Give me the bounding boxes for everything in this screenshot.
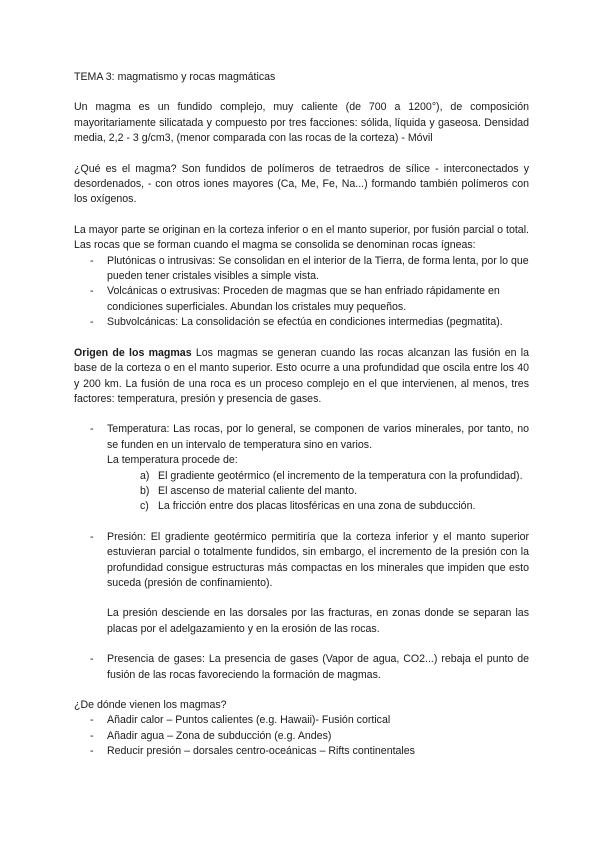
document-page [74,70,529,760]
list-item: - Reducir presión – dorsales centro-oceánicas – Rifts continentales [90,745,415,758]
temperatura-procede: La temperatura procede de: [107,454,238,467]
origen-paragraph: Origen de los magmas Los magmas se generan cuando las rocas alcanzan las fusión en la base de la corteza o en el manto superior. Esto ocurre a una profundidad que oscila entre los 40 y 200 km. La fusión de una roca es un proceso complejo en el que intervienen, al menos, tres factores: temperatura, presión y presencia de gases. [74,346,529,405]
intro-paragraph: Un magma es un fundido complejo, muy caliente (de 700 a 1200°), de composición mayoritariamente silicatada y compuesto por tres facciones: sólida, líquida y gaseosa. Densidad media, 2,2 - 3 g/cm3, (menor comparada con las rocas de la corteza) - Móvil [74,101,529,145]
donde-title: ¿De dónde vienen los magmas? [74,699,227,711]
list-item: - Volcánicas o extrusivas: Proceden de magmas que se han enfriado rápidamente en condiciones superficiales. Abundan los cristales muy pequeños. [90,285,500,313]
factors-list [74,422,529,683]
list-item: - Subvolcánicas: La consolidación se efectúa en condiciones intermedias (pegmatita). [90,316,503,329]
temperatura-sources-list [107,469,529,515]
magma-question-paragraph: ¿Qué es el magma? Son fundidos de polímeros de tetraedros de sílice - interconectados y desordenados, - con otros iones mayores (Ca, Me, Fe, Na...) formando también polímeros con los oxígenos. [74,162,529,206]
list-item-presion: - Presión: El gradiente geotérmico permitiría que la corteza inferior y el manto superior estuvieran parcial o totalmente fundidos, sin embargo, el incremento de la presión con la profundidad consigue estructuras más compactas en los minerales que impiden que esto suceda (presión de confinamiento). La presión desciende en las dorsales por las fracturas, en zonas donde se separan las placas por el adelgazamiento y en la erosión de las rocas. [74,530,529,652]
origen-heading: Origen de los magmas [74,346,192,359]
list-item: - Plutónicas o intrusivas: Se consolidan en el interior de la Tierra, de forma lenta, por lo que pueden tener cristales visibles a simple vista. [90,254,529,283]
list-item-gases: - Presencia de gases: La presencia de gases (Vapor de agua, CO2...) rebaja el punto de fusión de las rocas favoreciendo la formación de magmas. [90,653,529,681]
list-item-temperatura: - Temperatura: Las rocas, por lo general, se componen de varios minerales, por tanto, no se funden en un intervalo de temperatura sino en varios. La temperatura procede de: a) El gradiente geotérmico (el incremento de la temperatura con la profundidad). b) El ascenso de material caliente del manto. c) La fricción entre dos placas litosféricas en una zona de subducción. [74,422,529,529]
list-item: - Añadir agua – Zona de subducción (e.g. Andes) [90,729,332,742]
origin-paragraph: La mayor parte se originan en la corteza inferior o en el manto superior, por fusión parcial o total. Las rocas que se forman cuando el magma se consolida se denominan rocas ígneas: [74,223,529,252]
list-item: - Añadir calor – Puntos calientes (e.g. Hawaii)- Fusión cortical [90,714,391,727]
page-title: TEMA 3: magmatismo y rocas magmáticas [74,71,276,83]
list-item: c) La fricción entre dos placas litosféricas en una zona de subducción. [140,500,476,513]
donde-list [74,713,529,759]
rock-types-list [74,254,529,331]
list-item: a) El gradiente geotérmico (el incremento de la temperatura con la profundidad). [140,469,523,482]
presion-paragraph-2: La presión desciende en las dorsales por las fracturas, en zonas donde se separan las placas por el adelgazamiento y en la erosión de las rocas. [107,607,529,635]
list-item: b) El ascenso de material caliente del manto. [140,484,358,497]
